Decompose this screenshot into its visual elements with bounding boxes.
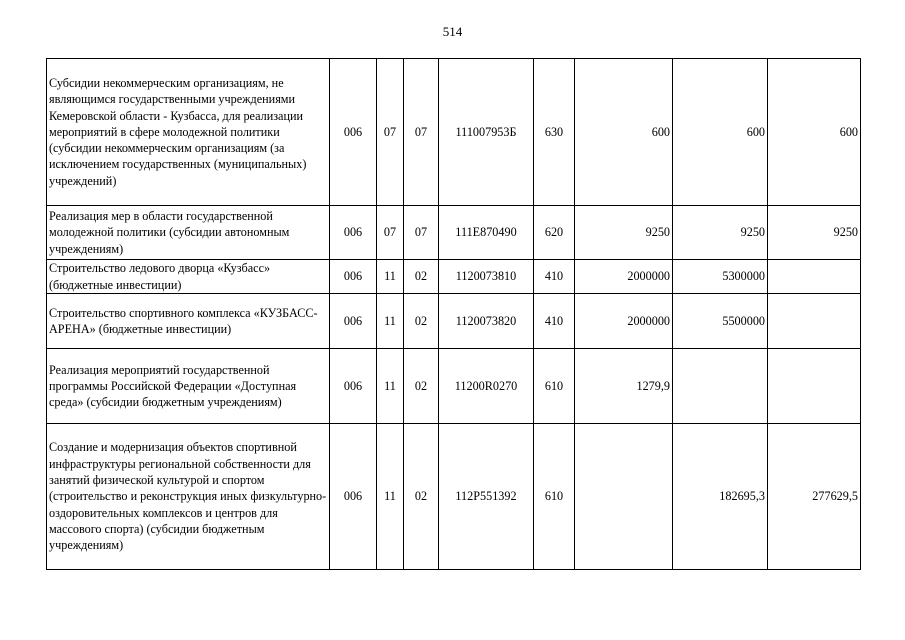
ministry-code: 006 [330,349,377,424]
sum-year-2: 5500000 [673,294,768,349]
row-name: Реализация мероприятий государственной программы Российской Федерации «Доступная среда» (субсидии бюджетным учреждениям) [47,349,330,424]
target-article-code: 111E870490 [439,206,534,260]
ministry-code: 006 [330,424,377,570]
row-name: Создание и модернизация объектов спортивной инфраструктуры региональной собственности для занятий физической культурой и спортом (строительство и реконструкция иных физкультурно-оздоровительных комплексов и центров для массового спорта) (субсидии бюджетным учреждениям) [47,424,330,570]
row-name: Реализация мер в области государственной молодежной политики (субсидии автономным учреждениям) [47,206,330,260]
sum-year-3: 277629,5 [768,424,861,570]
expense-type-code: 610 [534,424,575,570]
ministry-code: 006 [330,59,377,206]
section-code: 11 [377,424,404,570]
sum-year-3 [768,294,861,349]
sum-year-1: 2000000 [575,294,673,349]
section-code: 07 [377,206,404,260]
target-article-code: 112P551392 [439,424,534,570]
expense-type-code: 630 [534,59,575,206]
sum-year-2: 5300000 [673,260,768,294]
row-name: Строительство ледового дворца «Кузбасс» (бюджетные инвестиции) [47,260,330,294]
expense-type-code: 410 [534,260,575,294]
target-article-code: 11200R0270 [439,349,534,424]
sum-year-2: 600 [673,59,768,206]
table-row [47,349,861,424]
sum-year-2: 9250 [673,206,768,260]
section-code: 11 [377,294,404,349]
ministry-code: 006 [330,206,377,260]
table-row [47,424,861,570]
sum-year-3: 9250 [768,206,861,260]
target-article-code: 111007953Б [439,59,534,206]
expense-type-code: 410 [534,294,575,349]
section-code: 11 [377,349,404,424]
expense-type-code: 620 [534,206,575,260]
sum-year-1: 600 [575,59,673,206]
sum-year-2: 182695,3 [673,424,768,570]
sum-year-2 [673,349,768,424]
section-code: 11 [377,260,404,294]
sum-year-3 [768,260,861,294]
subsection-code: 02 [404,294,439,349]
sum-year-1: 9250 [575,206,673,260]
target-article-code: 1120073810 [439,260,534,294]
table-row [47,260,861,294]
table-row [47,59,861,206]
ministry-code: 006 [330,294,377,349]
row-name: Субсидии некоммерческим организациям, не являющимся государственными учреждениями Кемеровской области - Кузбасса, для реализации мероприятий в сфере молодежной политики (субсидии некоммерческим организациям (за исключением государственных (муниципальных) учреждений) [47,59,330,206]
budget-table [46,58,861,570]
subsection-code: 07 [404,206,439,260]
table-row [47,206,861,260]
ministry-code: 006 [330,260,377,294]
section-code: 07 [377,59,404,206]
sum-year-3 [768,349,861,424]
row-name: Строительство спортивного комплекса «КУЗБАСС-АРЕНА» (бюджетные инвестиции) [47,294,330,349]
sum-year-3: 600 [768,59,861,206]
subsection-code: 07 [404,59,439,206]
sum-year-1: 1279,9 [575,349,673,424]
expense-type-code: 610 [534,349,575,424]
table-row [47,294,861,349]
sum-year-1 [575,424,673,570]
sum-year-1: 2000000 [575,260,673,294]
target-article-code: 1120073820 [439,294,534,349]
page-number: 514 [442,24,463,39]
subsection-code: 02 [404,260,439,294]
subsection-code: 02 [404,349,439,424]
subsection-code: 02 [404,424,439,570]
